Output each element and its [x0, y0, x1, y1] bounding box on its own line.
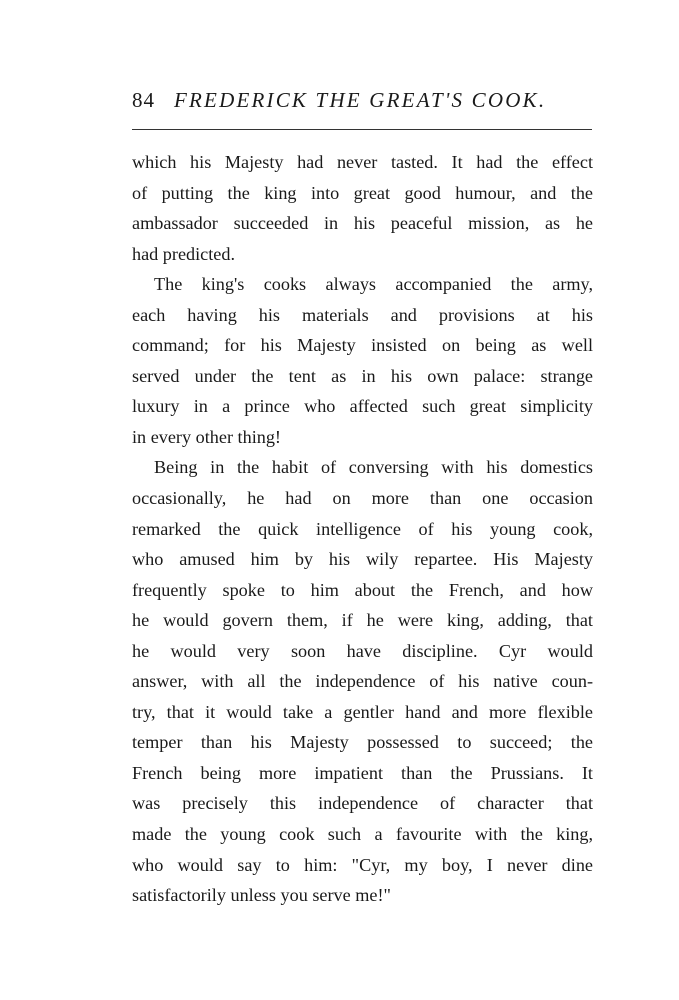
text-line: was precisely this independence of character that: [132, 793, 593, 814]
page-number: 84: [132, 88, 155, 112]
text-line: had predicted.: [132, 243, 236, 264]
text-line: The king's cooks always accompanied the army,: [154, 274, 593, 295]
text-line: temper than his Majesty possessed to succeed; the: [132, 732, 593, 753]
text-line: frequently spoke to him about the French, and how: [132, 579, 593, 600]
text-line: served under the tent as in his own palace: strange: [132, 365, 593, 386]
text-line: which his Majesty had never tasted. It had the effect: [132, 152, 593, 172]
text-line: who would say to him: "Cyr, my boy, I never dine: [132, 854, 593, 875]
text-line: command; for his Majesty insisted on being as well: [132, 335, 593, 356]
text-line: satisfactorily unless you serve me!": [132, 885, 391, 906]
text-line: ambassador succeeded in his peaceful mission, as he: [132, 213, 593, 234]
text-line: luxury in a prince who affected such great simplicity: [132, 396, 593, 417]
paragraph: [132, 452, 593, 910]
text-line: in every other thing!: [132, 426, 281, 447]
text-line: try, that it would take a gentler hand and more flexible: [132, 701, 593, 722]
text-line: made the young cook such a favourite with the king,: [132, 824, 593, 845]
running-title: FREDERICK THE GREAT'S COOK.: [174, 88, 547, 112]
running-head: [132, 88, 592, 116]
header-rule: [132, 129, 592, 130]
text-line: who amused him by his wily repartee. His Majesty: [132, 549, 593, 570]
text-line: occasionally, he had on more than one occasion: [132, 488, 593, 509]
text-line: of putting the king into great good humour, and the: [132, 182, 593, 203]
text-line: answer, with all the independence of his native coun-: [132, 671, 593, 692]
text-line: remarked the quick intelligence of his young cook,: [132, 518, 593, 539]
text-line: he would very soon have discipline. Cyr would: [132, 640, 593, 661]
text-line: he would govern them, if he were king, adding, that: [132, 610, 593, 631]
text-body: [132, 147, 593, 911]
text-line: Being in the habit of conversing with his domestics: [154, 457, 593, 478]
text-line: French being more impatient than the Prussians. It: [132, 762, 593, 783]
paragraph: [132, 147, 593, 269]
text-line: each having his materials and provisions at his: [132, 304, 593, 325]
paragraph: [132, 269, 593, 452]
